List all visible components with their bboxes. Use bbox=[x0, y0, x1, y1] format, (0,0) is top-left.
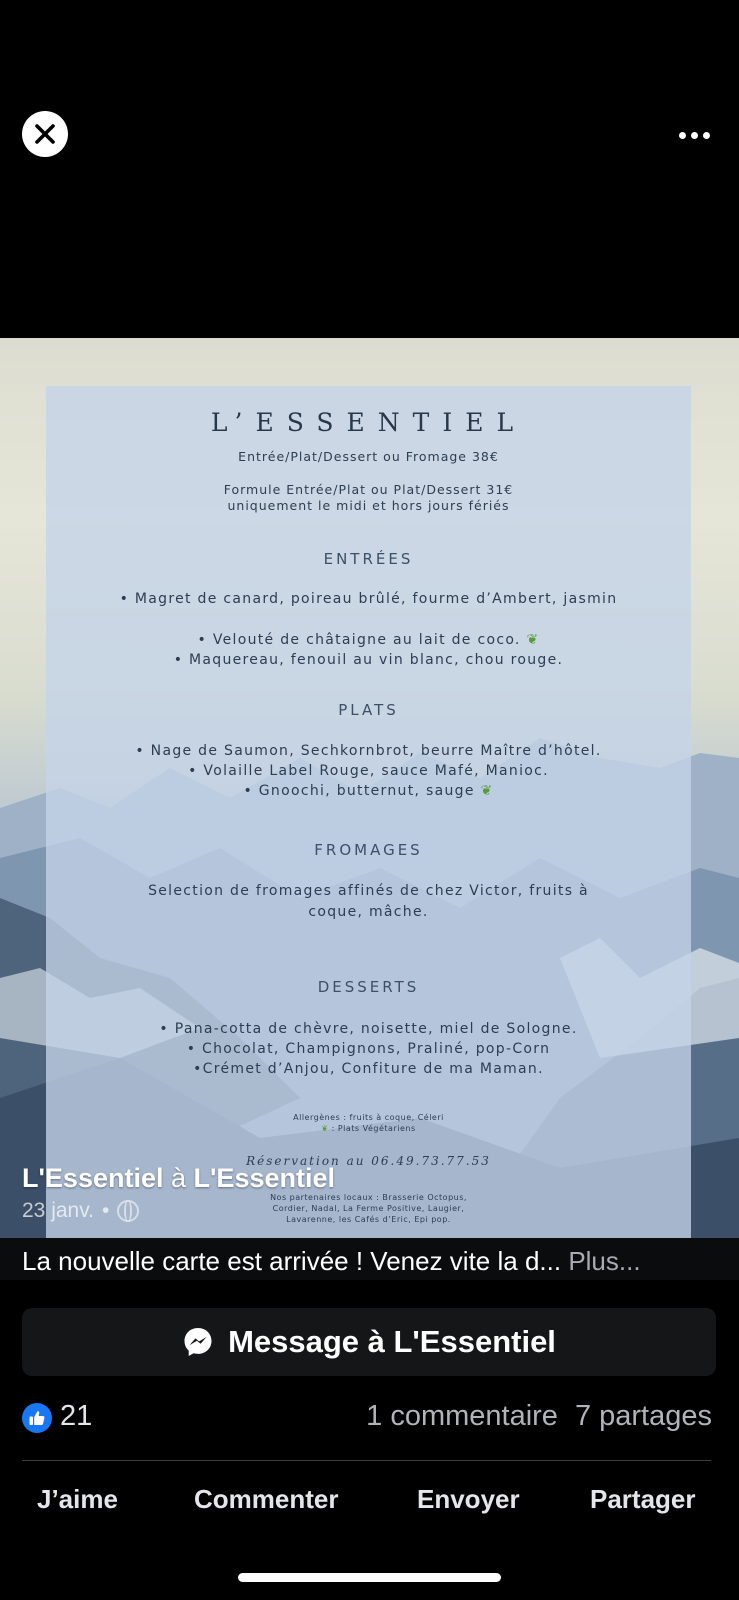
menu-item: • Chocolat, Champignons, Praliné, pop-Corn bbox=[186, 1041, 551, 1057]
thumbs-up-icon[interactable] bbox=[22, 1403, 52, 1433]
post-date[interactable]: 23 janv. bbox=[22, 1199, 94, 1222]
menu-item: •Crémet d’Anjou, Confiture de ma Maman. bbox=[193, 1061, 544, 1077]
more-horizontal-icon bbox=[679, 132, 686, 139]
menu-item: Selection de fromages affinés de chez Victor, fruits à coque, mâche. bbox=[148, 883, 589, 920]
menu-heading-plats: PLATS bbox=[338, 701, 399, 719]
send-button[interactable]: Envoyer bbox=[417, 1484, 520, 1514]
menu-heading-fromages: FROMAGES bbox=[314, 841, 423, 859]
message-button-label: Message à L'Essentiel bbox=[228, 1324, 556, 1359]
menu-item: • Pana-cotta de chèvre, noisette, miel de Sologne. bbox=[159, 1021, 578, 1037]
share-count[interactable]: 7 partages bbox=[574, 1400, 712, 1432]
see-more-link[interactable]: Plus... bbox=[568, 1246, 641, 1276]
message-page-button[interactable] bbox=[22, 1308, 716, 1376]
restaurant-menu bbox=[46, 386, 691, 1238]
more-options-button[interactable] bbox=[672, 120, 716, 150]
divider bbox=[22, 1460, 711, 1461]
close-button[interactable] bbox=[22, 111, 68, 157]
comment-button[interactable]: Commenter bbox=[194, 1484, 339, 1514]
globe-icon bbox=[117, 1200, 139, 1222]
engagement-stats bbox=[366, 1400, 712, 1433]
messenger-icon bbox=[182, 1326, 214, 1358]
close-icon bbox=[34, 123, 56, 145]
menu-item: • Magret de canard, poireau brûlé, fourme d’Ambert, jasmin bbox=[119, 591, 618, 607]
post-caption[interactable]: La nouvelle carte est arrivée ! Venez vite la d... Plus... bbox=[22, 1246, 641, 1276]
menu-partners: Cordier, Nadal, La Ferme Positive, Laugier, bbox=[272, 1204, 465, 1213]
menu-price: Entrée/Plat/Dessert ou Fromage 38€ bbox=[238, 449, 499, 464]
menu-vegetarian-note: ❦ : Plats Végétariens bbox=[321, 1124, 416, 1133]
menu-allergens: Allergènes : fruits à coque, Céleri bbox=[293, 1113, 444, 1122]
menu-partners: Nos partenaires locaux : Brasserie Octopus, bbox=[270, 1193, 467, 1202]
post-photo[interactable] bbox=[0, 338, 739, 1238]
menu-reservation: Réservation au 06.49.73.77.53 bbox=[246, 1154, 491, 1168]
menu-item: • Velouté de châtaigne au lait de coco. ❦ bbox=[197, 632, 540, 648]
page-name[interactable]: L'Essentiel à L'Essentiel bbox=[22, 1163, 335, 1193]
leaf-icon: ❦ bbox=[321, 1124, 329, 1133]
share-button[interactable]: Partager bbox=[590, 1484, 696, 1514]
post-meta bbox=[22, 1199, 139, 1223]
menu-formula-note: uniquement le midi et hors jours fériés bbox=[227, 498, 510, 513]
menu-formula: Formule Entrée/Plat ou Plat/Dessert 31€ bbox=[223, 482, 514, 497]
menu-item: • Gnoochi, butternut, sauge ❦ bbox=[243, 783, 494, 799]
leaf-icon: ❦ bbox=[526, 632, 540, 648]
menu-partners: Lavarenne, les Cafés d’Eric, Epi pop. bbox=[286, 1215, 451, 1224]
menu-heading-entrees: ENTRÉES bbox=[323, 550, 414, 568]
meta-separator: • bbox=[102, 1199, 110, 1222]
leaf-icon: ❦ bbox=[480, 783, 494, 799]
menu-heading-desserts: DESSERTS bbox=[317, 978, 420, 996]
comment-count[interactable]: 1 commentaire bbox=[366, 1400, 558, 1432]
menu-item: • Volaille Label Rouge, sauce Mafé, Manioc. bbox=[188, 763, 549, 779]
like-button[interactable]: J’aime bbox=[37, 1484, 118, 1514]
menu-item: • Nage de Saumon, Sechkornbrot, beurre Maître d’hôtel. bbox=[135, 743, 602, 759]
menu-item: • Maquereau, fenouil au vin blanc, chou rouge. bbox=[173, 652, 564, 668]
home-indicator[interactable] bbox=[238, 1573, 501, 1582]
like-count[interactable]: 21 bbox=[60, 1400, 93, 1432]
menu-title: L’ESSENTIEL bbox=[210, 408, 527, 437]
